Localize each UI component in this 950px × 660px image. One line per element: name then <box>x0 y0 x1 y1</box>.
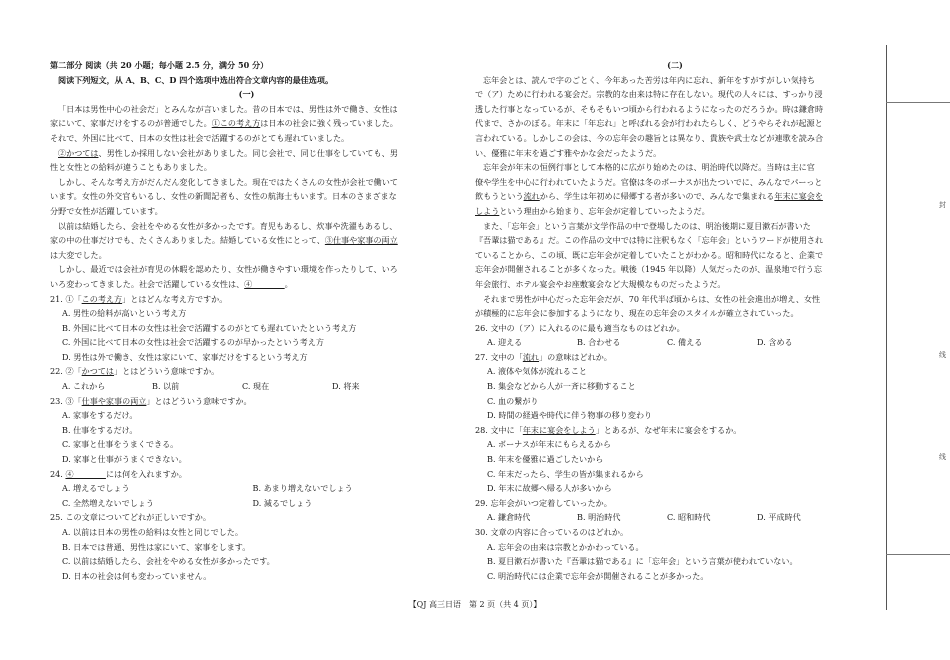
option-row <box>50 540 443 555</box>
answer-option[interactable]: A. 液体や気体が流れること <box>487 366 588 377</box>
question-stem <box>50 467 443 482</box>
passage-line <box>475 102 875 117</box>
text-run: 24. <box>50 468 66 479</box>
answer-option[interactable]: A. ボーナスが年末にもらえるから <box>487 439 611 450</box>
underlined-text: 流れ <box>522 351 540 362</box>
question-stem <box>475 496 875 511</box>
underlined-text: ④ <box>244 278 285 289</box>
option-row <box>475 467 875 482</box>
underlined-text: この考え方 <box>81 293 123 304</box>
option-row <box>50 496 443 511</box>
passage-line <box>475 248 875 263</box>
answer-option[interactable]: A. 以前は日本の男性の給料は女性と同じでした。 <box>62 527 243 537</box>
text-run: 」とはどういう意味ですか。 <box>114 366 220 377</box>
text-run: 代まで、さかのぼる。年末に「年忘れ」と呼ばれる会が行われたらしく、どうやらそれが起源と <box>475 118 823 129</box>
question-stem <box>50 510 443 525</box>
question-stem <box>50 292 443 307</box>
text-run: 以前は結婚したら、会社をやめる女性が多かったです。育児もあるし、炊事や洗濯もあるし、 <box>58 220 398 231</box>
question-stem <box>475 321 875 336</box>
text-run: 28. 文中に「 <box>475 424 523 435</box>
option-row <box>475 437 875 452</box>
question-stem <box>475 350 875 365</box>
section-instruction: 阅读下列短文，从 A、B、C、D 四个选项中选出符合文章内容的最佳选项。 <box>58 74 334 85</box>
text-run: 僚や学生を中心に行われていたようだ。官僚は冬のボーナスが出たついでに、みんなでパーっと <box>475 176 823 187</box>
option-row <box>475 394 875 409</box>
passage-2-label: (二) <box>667 60 683 70</box>
passage-2-body <box>475 73 875 321</box>
option-row <box>475 408 875 423</box>
text-run: は日本の社会に強く残っていました。 <box>260 118 398 129</box>
option-row <box>50 554 443 569</box>
option-row <box>475 569 875 584</box>
binding-line <box>886 45 887 610</box>
text-run: しかし、そんな考え方がだんだん変化してきました。現在ではたくさんの女性が会社で働いて <box>58 176 398 187</box>
option-row <box>475 452 875 467</box>
question-stem <box>50 364 443 379</box>
passage-line <box>50 146 443 161</box>
answer-option[interactable]: B. 集会などから人が一斉に移動すること <box>487 381 636 392</box>
answer-option[interactable]: D. 男性は外で働き、女性は家にいて、家事だけをするという考え方 <box>62 351 308 362</box>
text-run: 分野で女性が活躍しています。 <box>50 205 163 216</box>
text-run: 忘年会とは、読んで字のごとく、今年あった苦労は年内に忘れ、新年をすがすがしい気持ち <box>483 74 816 85</box>
text-run: 家の中の仕事だけでも、たくさんありました。結婚している女性にとって、 <box>50 235 325 246</box>
answer-option[interactable]: D. 年末に故郷へ帰る人が多いから <box>487 483 612 494</box>
text-run: 忘年会が開催されることが多くなった。戦後（1945 年以降）人気だったのが、温泉地で行う忘 <box>475 264 822 275</box>
binding-mark: 线 <box>939 351 946 359</box>
text-run: 。 <box>284 278 293 289</box>
answer-option[interactable]: C. 昭和時代 <box>667 512 711 523</box>
option-row <box>475 540 875 555</box>
underlined-text: ②かつては <box>58 147 99 158</box>
text-run: 忘年会が年末の恒例行事として本格的に広がり始めたのは、明治時代以降だ。当時は主に官 <box>483 162 815 173</box>
text-run: それで、外国に比べて、日本の女性は社会で活躍するのがとても遅れていました。 <box>50 132 350 143</box>
passage-1-label: (一) <box>238 89 255 100</box>
passage-line <box>475 262 875 277</box>
text-run: 「日本は男性中心の社会だ」とみんなが言いました。昔の日本では、男性は外で働き、女性は <box>58 103 398 114</box>
answer-option[interactable]: B. 夏目漱石が書いた『吾輩は猫である』に「忘年会」という言葉が使われていない。 <box>487 556 798 567</box>
question-stem <box>475 525 875 540</box>
text-run: それまで男性が中心だった忘年会だが、70 年代半ば頃からは、女性の社会進出が増え、女性 <box>483 293 821 304</box>
option-row <box>50 321 443 336</box>
answer-option[interactable]: D. 含める <box>757 337 793 348</box>
option-row <box>50 481 443 496</box>
option-row <box>475 364 875 379</box>
option-row <box>50 437 443 452</box>
questions-21-25 <box>50 292 443 584</box>
passage-line <box>475 233 875 248</box>
answer-option[interactable]: D. 減るでしょう <box>252 497 313 508</box>
text-run: 21. ①「 <box>50 293 82 304</box>
passage-line <box>475 219 875 234</box>
text-run: 性と女性との給料が違うこともありました。 <box>50 162 212 173</box>
option-row <box>50 350 443 365</box>
underlined-text: 仕事や家事の両立 <box>81 395 147 406</box>
answer-option[interactable]: B. 以前 <box>152 381 180 392</box>
answer-option[interactable]: C. 明治時代には企業で忘年会が開催されることが多かった。 <box>487 570 709 581</box>
underlined-text: 年末に宴会をしよう <box>522 424 596 435</box>
passage-line <box>50 204 443 219</box>
underlined-text: しよう <box>475 205 500 216</box>
text-run: い、優雅に年末を過ごす雅やかな会だったようだ。 <box>475 147 662 158</box>
answer-option[interactable]: B. あまり増えないでしょう <box>252 483 353 494</box>
answer-option[interactable]: A. 迎える <box>487 337 523 348</box>
text-run: 透した行事となっているが、そもそもいつ頃から行われるようになったのだろうか。時は鎌倉時 <box>475 103 824 114</box>
right-column <box>475 58 875 583</box>
answer-option[interactable]: A. これから <box>62 381 106 392</box>
passage-line <box>50 248 443 263</box>
passage-line <box>50 131 443 146</box>
text-run: 29. 忘年会がいつ定着していったか。 <box>475 497 612 508</box>
option-row <box>50 452 443 467</box>
text-run: という理由から始まり、忘年会が定着していったようだ。 <box>499 205 710 216</box>
text-run: 」とあるが、なぜ年末に宴会をするか。 <box>595 424 742 435</box>
answer-option[interactable]: A. 忘年会の由来は宗教とかかわっている。 <box>487 541 644 552</box>
text-run: は大変でした。 <box>50 249 107 260</box>
answer-option[interactable]: D. 日本の社会は何も変わっていません。 <box>62 570 212 581</box>
text-run: 言われている。しかしこの会は、今の忘年会の趣旨とは異なり、貴族や武士などが連歌を読み合 <box>475 132 824 143</box>
text-run: います。女性の外交官もいるし、女性の新聞記者も、女性の航海士もいます。日本のさまざまな <box>50 191 397 202</box>
answer-option[interactable]: B. 年末を優雅に過ごしたいから <box>487 454 604 465</box>
passage-line <box>475 292 875 307</box>
question-stem <box>475 423 875 438</box>
text-run: 、男性しか採用しない会社がありました。同じ会社で、同じ仕事をしていても、男 <box>98 147 398 158</box>
text-run: しかし、最近では会社が育児の休暇を認めたり、女性が働きやすい環境を作ったりして、いろ <box>58 264 398 275</box>
answer-option[interactable]: A. 男性の給料が高いという考え方 <box>62 308 187 319</box>
passage-line <box>50 160 443 175</box>
left-column <box>50 58 443 583</box>
answer-option[interactable]: C. 備える <box>667 337 703 348</box>
text-run: いろ変わってきました。社会で活躍している女性は、 <box>50 278 245 289</box>
option-row <box>475 481 875 496</box>
answer-option[interactable]: C. 以前は結婚したら、会社をやめる女性が多かったです。 <box>62 556 275 567</box>
passage-line <box>50 175 443 190</box>
passage-line <box>50 116 443 131</box>
question-stem <box>50 394 443 409</box>
answer-option[interactable]: B. 日本では普通、男性は家にいて、家事をします。 <box>62 541 251 552</box>
text-run: から、学生は年初めに帰郷する者が多いので、みんなで集まれる <box>539 191 775 202</box>
binding-divider <box>886 554 950 555</box>
passage-line <box>475 160 875 175</box>
passage-line <box>50 277 443 292</box>
passage-line <box>475 131 875 146</box>
answer-option[interactable]: C. 全然増えないでしょう <box>62 497 154 508</box>
text-run: ていることから、この頃、既に忘年会が定着していたことがわかる。昭和時代になると、企業で <box>475 249 824 260</box>
option-row <box>475 510 875 525</box>
passage-line <box>50 102 443 117</box>
page-footer: 【QJ 高三日语 第 2 页（共 4 页）】 <box>408 600 542 609</box>
passage-1-body <box>50 102 443 292</box>
text-run: また、「忘年会」という言葉が文学作品の中で登場したのは、明治後期に夏目漱石が書いた <box>483 220 811 231</box>
answer-option[interactable]: D. 家事と仕事がうまくできない。 <box>62 454 187 465</box>
text-run: 25. この文章についてどれが正しいですか。 <box>50 512 211 523</box>
text-run: 30. 文章の内容に合っているのはどれか。 <box>475 527 629 537</box>
passage-line <box>50 219 443 234</box>
text-run: 年会旅行、ホテル宴会やお座敷宴会など大規模なものだったようだ。 <box>475 278 726 289</box>
underlined-text: ③仕事や家事の両立 <box>324 235 398 246</box>
text-run: には何を入れますか。 <box>105 468 187 479</box>
section-header: 第二部分 阅读（共 20 小题；每小题 2.5 分，满分 50 分） <box>50 60 269 70</box>
answer-option[interactable]: C. 外国に比べて日本の女性は社会で活躍するのが早かったという考え方 <box>62 337 324 348</box>
answer-option[interactable]: C. 年末だったら、学生の皆が集まれるから <box>487 468 644 479</box>
binding-mark: 封 <box>939 201 946 209</box>
option-row <box>50 569 443 584</box>
answer-option[interactable]: C. 血の繋がり <box>487 395 539 406</box>
answer-option[interactable]: B. 明治時代 <box>577 512 621 523</box>
option-row <box>475 554 875 569</box>
questions-26-30 <box>475 321 875 584</box>
passage-line <box>475 204 875 219</box>
answer-option[interactable]: A. 増えるでしょう <box>62 483 130 494</box>
text-run: 26. 文中の（ア）に入れるのに最も適当なものはどれか。 <box>475 322 685 333</box>
text-run: で（ア）ために行われる宴会だ。宗教的な由来は特に存在しない。現代の人々には、すっかり浸 <box>475 89 823 100</box>
option-row <box>475 379 875 394</box>
text-run: 」とはどんな考え方ですか。 <box>122 293 228 304</box>
option-row <box>50 335 443 350</box>
passage-line <box>475 306 875 321</box>
passage-line <box>475 73 875 88</box>
text-run: が積極的に忘年会に参加するようになり、現在の忘年会のスタイルが確立されていった。 <box>475 308 799 319</box>
answer-option[interactable]: D. 時間の経過や時代に伴う物事の移り変わり <box>487 410 653 421</box>
text-run: 飲もうという <box>475 191 524 202</box>
underlined-text: ④ <box>65 468 106 479</box>
text-run: 『吾輩は猫である』だ。この作品の文中では特に注釈もなく「忘年会」というワードが使用され <box>475 235 824 246</box>
passage-line <box>475 87 875 102</box>
answer-option[interactable]: D. 将来 <box>332 381 360 392</box>
passage-line <box>475 189 875 204</box>
option-row <box>50 525 443 540</box>
passage-line <box>475 146 875 161</box>
answer-option[interactable]: C. 家事と仕事をうまくできる。 <box>62 439 179 450</box>
option-row <box>50 379 443 394</box>
text-run: 23. ③「 <box>50 395 82 406</box>
underlined-text: 流れ <box>523 191 540 202</box>
answer-option[interactable]: B. 外国に比べて日本の女性は社会で活躍するのがとても遅れていたという考え方 <box>62 322 357 333</box>
passage-line <box>50 262 443 277</box>
text-run: 家にいて、家事だけをするのが普通でした。 <box>50 118 212 129</box>
binding-divider <box>886 102 950 103</box>
passage-line <box>50 189 443 204</box>
binding-mark: 线 <box>939 453 946 461</box>
answer-option[interactable]: B. 合わせる <box>577 337 621 348</box>
passage-line <box>475 175 875 190</box>
answer-option[interactable]: A. 家事をするだけ。 <box>62 410 138 421</box>
passage-line <box>50 233 443 248</box>
text-run: 22. ②「 <box>50 366 82 377</box>
option-row <box>50 423 443 438</box>
option-row <box>50 306 443 321</box>
underlined-text: かつては <box>81 366 115 377</box>
answer-option[interactable]: A. 鎌倉時代 <box>487 512 531 523</box>
text-run: 」とはどういう意味ですか。 <box>146 395 252 406</box>
passage-line <box>475 116 875 131</box>
passage-line <box>475 277 875 292</box>
underlined-text: 年末に宴会を <box>774 191 823 202</box>
answer-option[interactable]: C. 現在 <box>242 381 270 392</box>
text-run: 」の意味はどれか。 <box>539 351 612 362</box>
option-row <box>50 408 443 423</box>
answer-option[interactable]: D. 平成時代 <box>757 512 801 523</box>
underlined-text: ①この考え方 <box>211 118 261 129</box>
text-run: 27. 文中の「 <box>475 351 523 362</box>
answer-option[interactable]: B. 仕事をするだけ。 <box>62 424 138 435</box>
option-row <box>475 335 875 350</box>
